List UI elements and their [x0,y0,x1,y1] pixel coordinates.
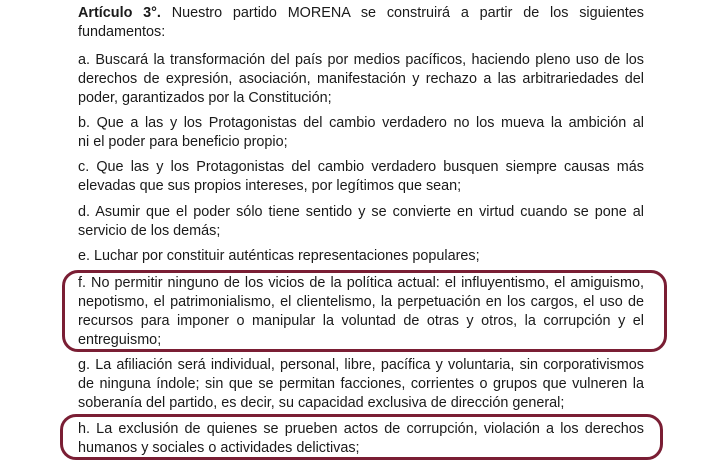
article-number: Artículo 3°. [78,5,161,21]
item-d [78,203,644,241]
item-h-line-1: h. La exclusión de quienes se prueben actos de corrupción, violación a los derechos [78,421,644,437]
item-g-line-2: de ninguna índole; sin que se permitan facciones, corrientes o grupos que vulneren la [78,376,644,392]
item-e [78,247,644,266]
article-heading-text: Nuestro partido MORENA se construirá a partir de los siguientes [171,5,644,21]
item-f-line-1: f. No permitir ninguno de los vicios de la política actual: el influyentismo, el amiguismo, [78,275,644,291]
article-heading-line-2: fundamentos: [78,24,166,40]
item-a-line-1: a. Buscará la transformación del país por medios pacíficos, haciendo pleno uso de los [78,52,644,68]
item-f-line-2: nepotismo, el patrimonialismo, el clientelismo, la perpetuación en los cargos, el uso de [78,294,644,310]
item-c-line-2: elevadas que sus propios intereses, por legítimos que sean; [78,178,462,194]
item-g-line-1: g. La afiliación será individual, personal, libre, pacífica y voluntaria, sin corporativismos [78,357,644,373]
item-b-line-2: ni el poder para beneficio propio; [78,134,288,150]
item-a-line-2: derechos de expresión, asociación, manifestación y rechazo a las arbitrariedades del [78,71,644,87]
article-heading [78,4,644,42]
item-h-line-2: humanos y sociales o actividades delictivas; [78,440,360,456]
item-c-line-1: c. Que las y los Protagonistas del cambio verdadero busquen siempre causas más [78,159,644,175]
item-h [78,420,644,458]
item-g [78,356,644,413]
item-f-line-3: recursos para imponer o manipular la voluntad de otras y otros, la corrupción y el [78,313,644,329]
article-heading-line-1 [78,4,644,23]
item-d-line-2: servicio de los demás; [78,223,221,239]
item-b [78,114,644,152]
item-g-line-3: soberanía del partido, es decir, su capacidad exclusiva de dirección general; [78,395,565,411]
item-b-line-1: b. Que a las y los Protagonistas del cambio verdadero no los mueva la ambición al [78,115,644,131]
item-d-line-1: d. Asumir que el poder sólo tiene sentido y se convierte en virtud cuando se pone al [78,204,644,220]
item-f-line-4: entreguismo; [78,332,162,348]
item-c [78,158,644,196]
item-a [78,51,644,108]
item-f [78,274,644,350]
item-e-line-1: e. Luchar por constituir auténticas representaciones populares; [78,248,480,264]
item-a-line-3: poder, garantizados por la Constitución; [78,90,332,106]
